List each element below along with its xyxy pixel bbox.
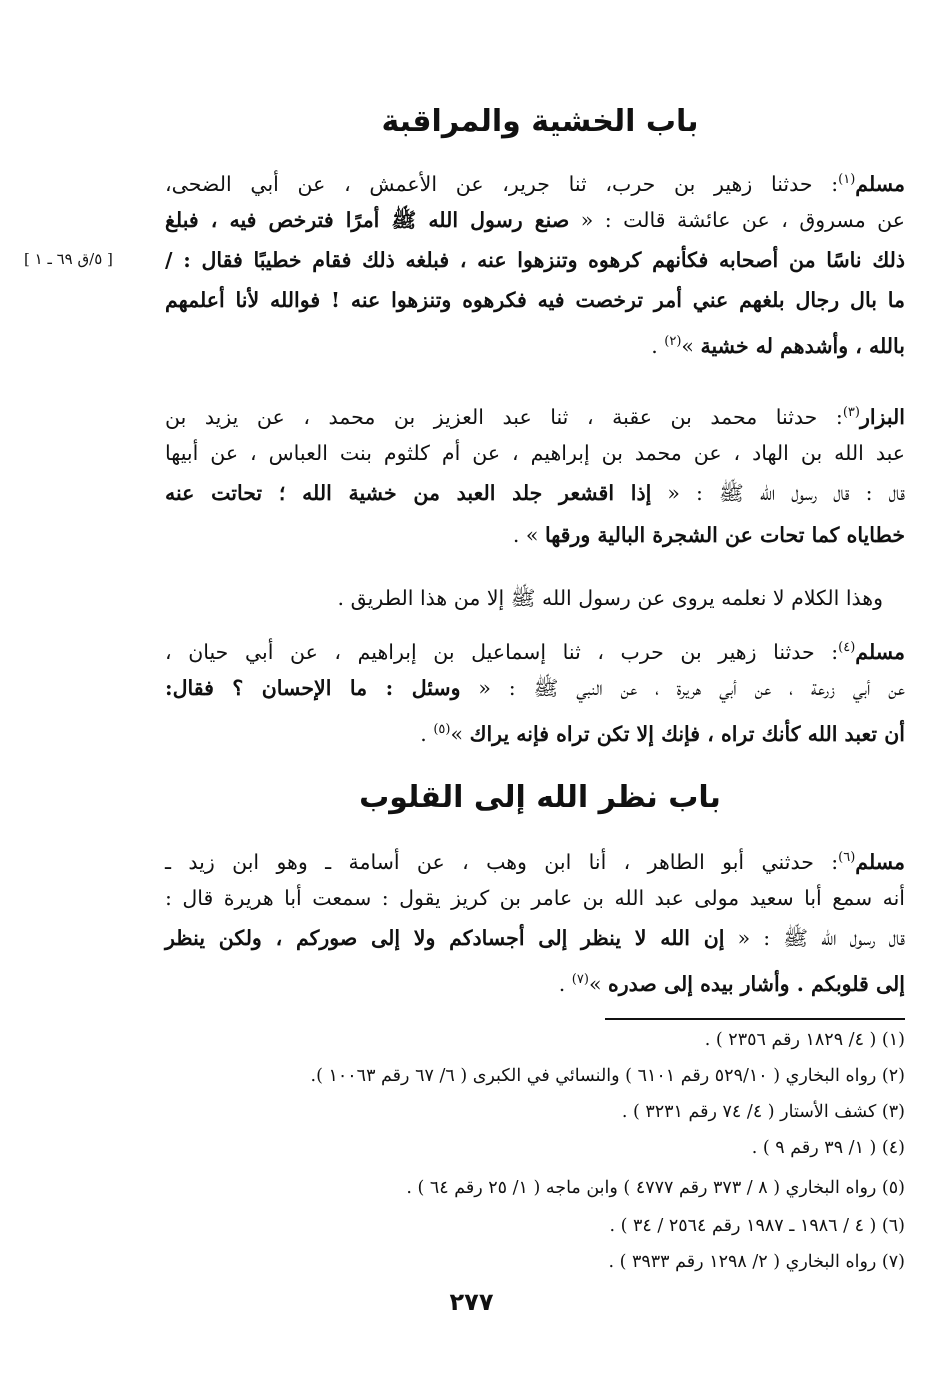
isnad-text: عن مسروق ، عن عائشة قالت : « [569, 208, 906, 232]
quote-close: » [450, 721, 464, 746]
period: . [651, 333, 658, 358]
hadith-1-line-3: ذلك ناسًا من أصحابه فكأنهم كرهوه وتنزهوا عنه ، فبلغه ذلك فقام خطيبًا فقال : / [165, 248, 905, 272]
matn-text: إذا اقشعر جلد العبد من خشية الله ؛ تحاتت عنه [165, 481, 652, 505]
period: . [420, 721, 427, 746]
hadith-3-line-2 [165, 668, 905, 708]
hadith-4-line-2: أنه سمع أبا سعيد مولى عبد الله بن عامر بن كريز يقول : سمعت أبا هريرة قال : [165, 886, 905, 910]
matn-text: وسئل : ما الإحسان ؟ فقال: [165, 676, 461, 700]
narrator-name: البزار [859, 404, 905, 429]
footnote-separator [605, 1018, 905, 1020]
narrator-name: مسلم [855, 849, 905, 874]
narrator-name: مسلم [855, 639, 905, 664]
hadith-1-line-4: ما بال رجال بلغهم عني أمر ترخصت فيه فكرهوه وتنزهوا عنه ! فوالله لأنا أعلمهم [165, 288, 905, 312]
matn-text: بالله ، وأشدهم له خشية [700, 333, 905, 358]
isnad-text: : حدثني أبو الطاهر ، أنا ابن وهب ، عن أسامة ـ وهو ابن زيد ـ [165, 849, 839, 874]
footnote-5: (٥) رواه البخاري ( ٨ / ٣٧٣ رقم ٤٧٧٧ ) وابن ماجه ( ١/ ٢٥ رقم ٦٤ ) . [406, 1178, 905, 1198]
isnad-text: : حدثنا زهير بن حرب، ثنا جرير، عن الأعمش ، عن أبي الضحى، [165, 171, 839, 196]
quote-close: » [588, 971, 602, 996]
footnote-ref: (٦) [838, 850, 856, 865]
hadith-4-line-1 [165, 838, 905, 878]
quote-close: » . [512, 523, 539, 547]
footnote-6: (٦) ( ٤ / ١٩٨٦ ـ ١٩٨٧ رقم ٢٥٦٤ / ٣٤ ) . [609, 1216, 905, 1236]
footnote-ref: (٧) [571, 972, 589, 987]
matn-text: أن تعبد الله كأنك تراه ، فإنك إلا تكن تراه فإنه يراك [469, 721, 905, 746]
matn-text: خطاياه كما تحات عن الشجرة البالية ورقها [544, 523, 905, 547]
period: . [558, 971, 566, 996]
hadith-1-line-2 [165, 200, 905, 240]
isnad-text: قال رسول الله ﷺ : « [724, 926, 906, 950]
hadith-1-line-5 [165, 322, 905, 362]
footnote-1: (١) ( ٤/ ١٨٢٩ رقم ٢٣٥٦ ) . [704, 1030, 905, 1050]
hadith-4-line-4 [165, 960, 905, 1000]
isnad-text: : حدثنا محمد بن عقبة ، ثنا عبد العزيز بن محمد ، عن يزيد بن [165, 404, 843, 429]
footnote-ref: (١) [838, 172, 856, 187]
hadith-2-line-1 [165, 393, 905, 433]
hadith-4-line-3 [165, 918, 905, 958]
footnote-3: (٣) كشف الأستار ( ٤/ ٧٤ رقم ٣٢٣١ ) . [621, 1102, 905, 1122]
isnad-text: عن أبي زرعة ، عن أبي هريرة ، عن النبي ﷺ : « [460, 676, 905, 700]
hadith-3-line-1 [165, 628, 905, 668]
footnote-ref: (٤) [838, 640, 856, 655]
footnote-2: (٢) رواه البخاري ( ٥٢٩/١٠ رقم ٦١٠١ ) والنسائي في الكبرى ( ٦/ ٦٧ رقم ١٠٠٦٣ ). [310, 1066, 905, 1086]
page-number: ٢٧٧ [449, 1288, 494, 1316]
hadith-2-line-4 [165, 515, 905, 555]
author-remark: وهذا الكلام لا نعلمه يروى عن رسول الله ﷺ إلا من هذا الطريق . [337, 586, 883, 610]
isnad-text: قال : قال رسول الله ﷺ : « [651, 481, 905, 505]
footnote-ref: (٥) [433, 722, 451, 737]
hadith-1-line-1 [165, 160, 905, 200]
chapter-title-hearts: باب نظر الله إلى القلوب [359, 780, 721, 815]
footnote-ref: (٢) [664, 334, 682, 349]
matn-text: إلى قلوبكم . وأشار بيده إلى صدره [608, 971, 905, 996]
isnad-text: : حدثنا زهير بن حرب ، ثنا إسماعيل بن إبراهيم ، عن أبي حيان ، [165, 639, 839, 664]
footnote-4: (٤) ( ١/ ٣٩ رقم ٩ ) . [751, 1138, 905, 1158]
manuscript-margin-reference: [ ٥/ق ٦٩ ـ ١ ] [24, 250, 113, 268]
hadith-2-line-3 [165, 473, 905, 513]
hadith-3-line-3 [165, 710, 905, 750]
footnote-7: (٧) رواه البخاري ( ٢/ ١٢٩٨ رقم ٣٩٣٣ ) . [608, 1252, 905, 1272]
hadith-2-line-2: عبد الله بن الهاد ، عن محمد بن إبراهيم ، عن أم كلثوم بنت العباس ، عن أبيها [165, 441, 905, 465]
quote-close: » [681, 333, 694, 358]
matn-text: صنع رسول الله ﷺ أمرًا فترخص فيه ، فبلغ [165, 208, 570, 232]
chapter-title-fear: باب الخشية والمراقبة [381, 104, 699, 139]
narrator-name: مسلم [855, 171, 905, 196]
matn-text: إن الله لا ينظر إلى أجسادكم ولا إلى صوركم ، ولكن ينظر [165, 926, 725, 950]
footnote-ref: (٣) [842, 405, 860, 420]
